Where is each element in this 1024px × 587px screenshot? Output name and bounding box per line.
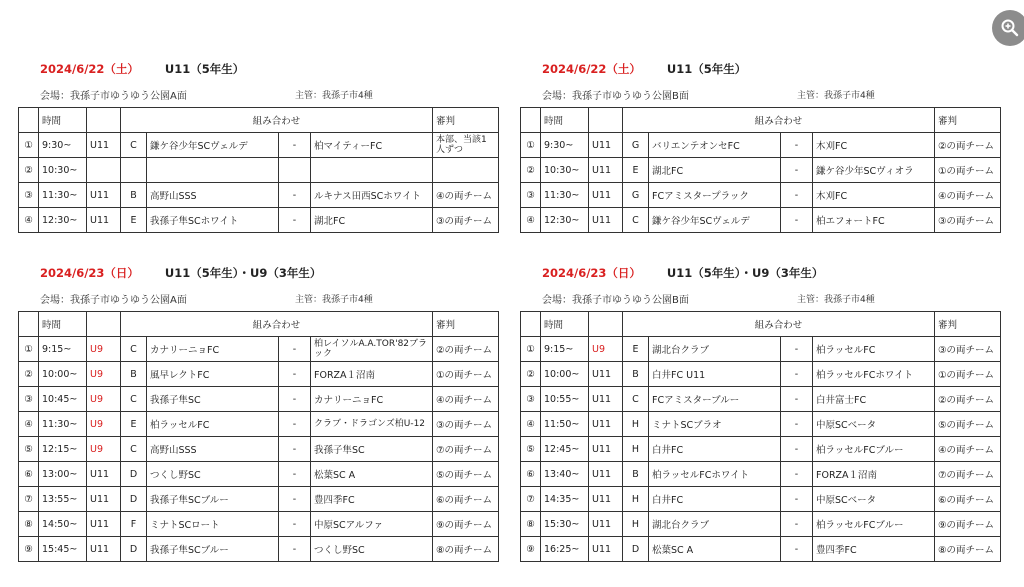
block-header	[542, 265, 823, 281]
away-team: 柏エフォートFC	[813, 208, 935, 233]
block-date: 2024/6/22（土）	[542, 62, 641, 76]
table-row	[19, 387, 499, 412]
age-category: U11	[589, 183, 623, 208]
match-time: 13:55~	[39, 487, 87, 512]
away-team: 中原SCベータ	[813, 412, 935, 437]
table-row	[521, 183, 1001, 208]
header-time: 時間	[541, 312, 589, 337]
organizer-text: 主管：我孫子市4種	[295, 91, 373, 101]
home-team: 白井FC U11	[649, 362, 781, 387]
away-team: 鎌ケ谷少年SCヴィオラ	[813, 158, 935, 183]
away-team: 我孫子隼SC	[311, 437, 433, 462]
group-letter: B	[121, 183, 147, 208]
group-letter: G	[623, 133, 649, 158]
home-team: FCアミスタープラック	[649, 183, 781, 208]
group-letter: B	[623, 362, 649, 387]
table-row	[521, 158, 1001, 183]
table-row	[19, 437, 499, 462]
match-number: ①	[19, 133, 39, 158]
home-team: 松葉SC A	[649, 537, 781, 562]
table-row	[521, 133, 1001, 158]
match-time: 14:50~	[39, 512, 87, 537]
group-letter: H	[623, 487, 649, 512]
organizer-text: 主管：我孫子市4種	[797, 91, 875, 101]
away-team: 湖北FC	[311, 208, 433, 233]
referee-assignment: ⑤の両チーム	[433, 462, 499, 487]
table-row	[521, 537, 1001, 562]
block-title: U11（5年生）	[666, 62, 747, 76]
referee-assignment: ②の両チーム	[935, 133, 1001, 158]
home-team: 高野山SSS	[147, 183, 279, 208]
home-team: 湖北FC	[649, 158, 781, 183]
versus-dash: -	[279, 133, 311, 158]
match-time: 10:55~	[541, 387, 589, 412]
venue-text: 会場：我孫子市ゆうゆう公園B面	[542, 295, 689, 306]
header-num	[19, 312, 39, 337]
versus-dash: -	[781, 512, 813, 537]
group-letter: H	[623, 437, 649, 462]
match-time: 13:00~	[39, 462, 87, 487]
match-number: ②	[521, 158, 541, 183]
match-number: ②	[19, 362, 39, 387]
table-row	[19, 462, 499, 487]
home-team: 我孫子隼SCホワイト	[147, 208, 279, 233]
header-time: 時間	[39, 108, 87, 133]
header-num	[521, 108, 541, 133]
match-number: ④	[19, 208, 39, 233]
home-team: FCアミスターブルー	[649, 387, 781, 412]
away-team: FORZA１沼南	[311, 362, 433, 387]
home-team: 鎌ケ谷少年SCヴェルデ	[649, 208, 781, 233]
group-letter: C	[121, 133, 147, 158]
table-row	[19, 208, 499, 233]
header-match: 組み合わせ	[121, 312, 433, 337]
referee-assignment: 本部、当該1人ずつ	[433, 133, 499, 158]
match-time: 10:00~	[39, 362, 87, 387]
age-category: U9	[87, 437, 121, 462]
header-age	[589, 108, 623, 133]
home-team: つくし野SC	[147, 462, 279, 487]
age-category: U11	[87, 133, 121, 158]
group-letter: C	[121, 337, 147, 362]
table-row	[521, 362, 1001, 387]
age-category: U11	[87, 512, 121, 537]
away-team: 松葉SC A	[311, 462, 433, 487]
block-date: 2024/6/23（日）	[542, 266, 641, 280]
age-category: U11	[589, 208, 623, 233]
versus-dash: -	[279, 387, 311, 412]
referee-assignment: ⑦の両チーム	[433, 437, 499, 462]
header-num	[521, 312, 541, 337]
table-row	[521, 412, 1001, 437]
table-row	[19, 158, 499, 183]
versus-dash: -	[279, 487, 311, 512]
away-team: 柏マイティーFC	[311, 133, 433, 158]
referee-assignment: ⑦の両チーム	[935, 462, 1001, 487]
zoom-in-icon	[1000, 18, 1020, 38]
table-header-row	[521, 312, 1001, 337]
match-number: ④	[521, 208, 541, 233]
age-category: U11	[589, 512, 623, 537]
age-category: U9	[589, 337, 623, 362]
referee-assignment: ②の両チーム	[935, 387, 1001, 412]
table-row	[19, 537, 499, 562]
away-team: 中原SCアルファ	[311, 512, 433, 537]
header-num	[19, 108, 39, 133]
home-team: 湖北台クラブ	[649, 337, 781, 362]
match-time: 10:30~	[541, 158, 589, 183]
group-letter: E	[623, 158, 649, 183]
match-number: ③	[19, 387, 39, 412]
zoom-button[interactable]	[992, 10, 1024, 46]
away-team: 柏レイソルA.A.TOR'82ブラック	[311, 337, 433, 362]
age-category: U11	[87, 208, 121, 233]
header-match: 組み合わせ	[623, 312, 935, 337]
venue-text: 会場：我孫子市ゆうゆう公園A面	[40, 295, 187, 306]
match-number: ⑨	[521, 537, 541, 562]
header-age	[589, 312, 623, 337]
referee-assignment: ④の両チーム	[433, 387, 499, 412]
block-title: U11（5年生）・U9（3年生）	[164, 266, 322, 280]
match-time: 11:30~	[39, 183, 87, 208]
versus-dash: -	[279, 537, 311, 562]
match-time: 10:45~	[39, 387, 87, 412]
away-team: 中原SCベータ	[813, 487, 935, 512]
versus-dash: -	[781, 537, 813, 562]
header-age	[87, 312, 121, 337]
age-category: U9	[87, 362, 121, 387]
versus-dash: -	[279, 412, 311, 437]
referee-assignment	[433, 158, 499, 183]
home-team: 我孫子隼SCブルー	[147, 537, 279, 562]
away-team: 柏ラッセルFCブルー	[813, 512, 935, 537]
table-header-row	[19, 312, 499, 337]
referee-assignment: ⑧の両チーム	[935, 537, 1001, 562]
referee-assignment: ⑧の両チーム	[433, 537, 499, 562]
versus-dash: -	[781, 412, 813, 437]
versus-dash: -	[279, 362, 311, 387]
block-date: 2024/6/22（土）	[40, 62, 139, 76]
match-time: 11:30~	[39, 412, 87, 437]
group-letter: B	[121, 362, 147, 387]
age-category: U11	[589, 537, 623, 562]
header-age	[87, 108, 121, 133]
referee-assignment: ⑥の両チーム	[935, 487, 1001, 512]
age-category: U11	[589, 437, 623, 462]
versus-dash: -	[781, 158, 813, 183]
schedule-table	[520, 311, 1001, 562]
block-title: U11（5年生）・U9（3年生）	[666, 266, 824, 280]
match-time: 11:50~	[541, 412, 589, 437]
venue-text: 会場：我孫子市ゆうゆう公園B面	[542, 91, 689, 102]
table-row	[521, 512, 1001, 537]
versus-dash: -	[781, 387, 813, 412]
header-referee: 審判	[935, 108, 1001, 133]
block-header	[40, 61, 244, 77]
referee-assignment: ①の両チーム	[935, 158, 1001, 183]
away-team: 豊四季FC	[311, 487, 433, 512]
schedule-table	[18, 311, 499, 562]
table-row	[19, 512, 499, 537]
referee-assignment: ⑨の両チーム	[433, 512, 499, 537]
table-row	[521, 208, 1001, 233]
age-category: U11	[87, 183, 121, 208]
match-number: ③	[19, 183, 39, 208]
header-referee: 審判	[935, 312, 1001, 337]
age-category: U11	[589, 158, 623, 183]
match-time: 12:45~	[541, 437, 589, 462]
header-time: 時間	[39, 312, 87, 337]
match-number: ⑦	[521, 487, 541, 512]
match-number: ①	[19, 337, 39, 362]
header-referee: 審判	[433, 108, 499, 133]
group-letter: D	[121, 487, 147, 512]
table-header-row	[19, 108, 499, 133]
match-number: ⑧	[19, 512, 39, 537]
age-category: U11	[589, 462, 623, 487]
versus-dash: -	[279, 208, 311, 233]
table-row	[521, 337, 1001, 362]
table-row	[19, 133, 499, 158]
age-category: U11	[87, 487, 121, 512]
versus-dash: -	[781, 183, 813, 208]
away-team: つくし野SC	[311, 537, 433, 562]
versus-dash: -	[279, 183, 311, 208]
header-referee: 審判	[433, 312, 499, 337]
table-row	[19, 362, 499, 387]
match-number: ⑤	[19, 437, 39, 462]
match-number: ⑥	[521, 462, 541, 487]
home-team: 我孫子隼SCブルー	[147, 487, 279, 512]
match-time: 11:30~	[541, 183, 589, 208]
versus-dash	[279, 158, 311, 183]
away-team: 木刈FC	[813, 133, 935, 158]
table-header-row	[521, 108, 1001, 133]
group-letter: C	[623, 387, 649, 412]
versus-dash: -	[781, 208, 813, 233]
referee-assignment: ④の両チーム	[433, 183, 499, 208]
home-team: バリエンテオンセFC	[649, 133, 781, 158]
match-time: 16:25~	[541, 537, 589, 562]
match-number: ⑦	[19, 487, 39, 512]
away-team: 柏ラッセルFC	[813, 337, 935, 362]
versus-dash: -	[279, 462, 311, 487]
home-team: 高野山SSS	[147, 437, 279, 462]
match-time: 12:15~	[39, 437, 87, 462]
group-letter	[121, 158, 147, 183]
group-letter: E	[623, 337, 649, 362]
home-team: 柏ラッセルFC	[147, 412, 279, 437]
away-team: クラブ・ドラゴンズ柏U-12	[311, 412, 433, 437]
match-number: ⑥	[19, 462, 39, 487]
group-letter: D	[121, 462, 147, 487]
age-category: U11	[589, 412, 623, 437]
match-number: ②	[19, 158, 39, 183]
match-number: ①	[521, 337, 541, 362]
match-number: ③	[521, 387, 541, 412]
away-team: FORZA１沼南	[813, 462, 935, 487]
home-team: 湖北台クラブ	[649, 512, 781, 537]
block-header	[542, 61, 746, 77]
referee-assignment: ③の両チーム	[433, 412, 499, 437]
table-row	[521, 437, 1001, 462]
versus-dash: -	[781, 337, 813, 362]
block-date: 2024/6/23（日）	[40, 266, 139, 280]
age-category: U11	[589, 133, 623, 158]
age-category: U9	[87, 337, 121, 362]
referee-assignment: ③の両チーム	[935, 337, 1001, 362]
match-number: ③	[521, 183, 541, 208]
versus-dash: -	[781, 133, 813, 158]
header-match: 組み合わせ	[121, 108, 433, 133]
group-letter: G	[623, 183, 649, 208]
block-title: U11（5年生）	[164, 62, 245, 76]
table-row	[19, 337, 499, 362]
schedule-table	[520, 107, 1001, 233]
match-number: ④	[19, 412, 39, 437]
home-team	[147, 158, 279, 183]
away-team: ルキナス田西SCホワイト	[311, 183, 433, 208]
referee-assignment: ③の両チーム	[935, 208, 1001, 233]
group-letter: C	[623, 208, 649, 233]
match-time: 13:40~	[541, 462, 589, 487]
group-letter: C	[121, 437, 147, 462]
age-category	[87, 158, 121, 183]
referee-assignment: ④の両チーム	[935, 183, 1001, 208]
versus-dash: -	[279, 512, 311, 537]
match-number: ①	[521, 133, 541, 158]
home-team: ミナトSCブラオ	[649, 412, 781, 437]
match-number: ⑨	[19, 537, 39, 562]
match-time: 9:30~	[39, 133, 87, 158]
match-number: ⑤	[521, 437, 541, 462]
match-time: 14:35~	[541, 487, 589, 512]
versus-dash: -	[781, 437, 813, 462]
organizer-text: 主管：我孫子市4種	[295, 295, 373, 305]
match-number: ②	[521, 362, 541, 387]
home-team: 鎌ケ谷少年SCヴェルデ	[147, 133, 279, 158]
age-category: U11	[589, 362, 623, 387]
group-letter: H	[623, 412, 649, 437]
table-row	[19, 183, 499, 208]
home-team: 我孫子隼SC	[147, 387, 279, 412]
referee-assignment: ⑥の両チーム	[433, 487, 499, 512]
home-team: 白井FC	[649, 487, 781, 512]
referee-assignment: ①の両チーム	[433, 362, 499, 387]
versus-dash: -	[781, 462, 813, 487]
age-category: U11	[589, 387, 623, 412]
venue-text: 会場：我孫子市ゆうゆう公園A面	[40, 91, 187, 102]
match-time: 15:45~	[39, 537, 87, 562]
versus-dash: -	[279, 437, 311, 462]
home-team: ミナトSCロート	[147, 512, 279, 537]
table-row	[521, 462, 1001, 487]
age-category: U11	[87, 537, 121, 562]
schedule-table	[18, 107, 499, 233]
away-team: 白井富士FC	[813, 387, 935, 412]
away-team	[311, 158, 433, 183]
referee-assignment: ③の両チーム	[433, 208, 499, 233]
match-time: 15:30~	[541, 512, 589, 537]
match-time: 10:00~	[541, 362, 589, 387]
away-team: 木刈FC	[813, 183, 935, 208]
group-letter: F	[121, 512, 147, 537]
referee-assignment: ②の両チーム	[433, 337, 499, 362]
match-time: 9:15~	[39, 337, 87, 362]
referee-assignment: ①の両チーム	[935, 362, 1001, 387]
age-category: U11	[87, 462, 121, 487]
group-letter: D	[623, 537, 649, 562]
block-header	[40, 265, 321, 281]
group-letter: B	[623, 462, 649, 487]
table-row	[19, 487, 499, 512]
away-team: 柏ラッセルFCホワイト	[813, 362, 935, 387]
table-row	[19, 412, 499, 437]
table-row	[521, 487, 1001, 512]
organizer-text: 主管：我孫子市4種	[797, 295, 875, 305]
away-team: 柏ラッセルFCブルー	[813, 437, 935, 462]
match-number: ⑧	[521, 512, 541, 537]
versus-dash: -	[781, 362, 813, 387]
group-letter: C	[121, 387, 147, 412]
versus-dash: -	[279, 337, 311, 362]
age-category: U9	[87, 412, 121, 437]
age-category: U11	[589, 487, 623, 512]
home-team: 白井FC	[649, 437, 781, 462]
referee-assignment: ④の両チーム	[935, 437, 1001, 462]
home-team: カナリーニョFC	[147, 337, 279, 362]
versus-dash: -	[781, 487, 813, 512]
header-time: 時間	[541, 108, 589, 133]
match-time: 9:15~	[541, 337, 589, 362]
match-number: ④	[521, 412, 541, 437]
group-letter: H	[623, 512, 649, 537]
away-team: カナリーニョFC	[311, 387, 433, 412]
away-team: 豊四季FC	[813, 537, 935, 562]
home-team: 風早レクトFC	[147, 362, 279, 387]
match-time: 10:30~	[39, 158, 87, 183]
age-category: U9	[87, 387, 121, 412]
match-time: 12:30~	[541, 208, 589, 233]
match-time: 9:30~	[541, 133, 589, 158]
table-row	[521, 387, 1001, 412]
home-team: 柏ラッセルFCホワイト	[649, 462, 781, 487]
match-time: 12:30~	[39, 208, 87, 233]
header-match: 組み合わせ	[623, 108, 935, 133]
group-letter: D	[121, 537, 147, 562]
group-letter: E	[121, 412, 147, 437]
referee-assignment: ⑨の両チーム	[935, 512, 1001, 537]
referee-assignment: ⑤の両チーム	[935, 412, 1001, 437]
group-letter: E	[121, 208, 147, 233]
